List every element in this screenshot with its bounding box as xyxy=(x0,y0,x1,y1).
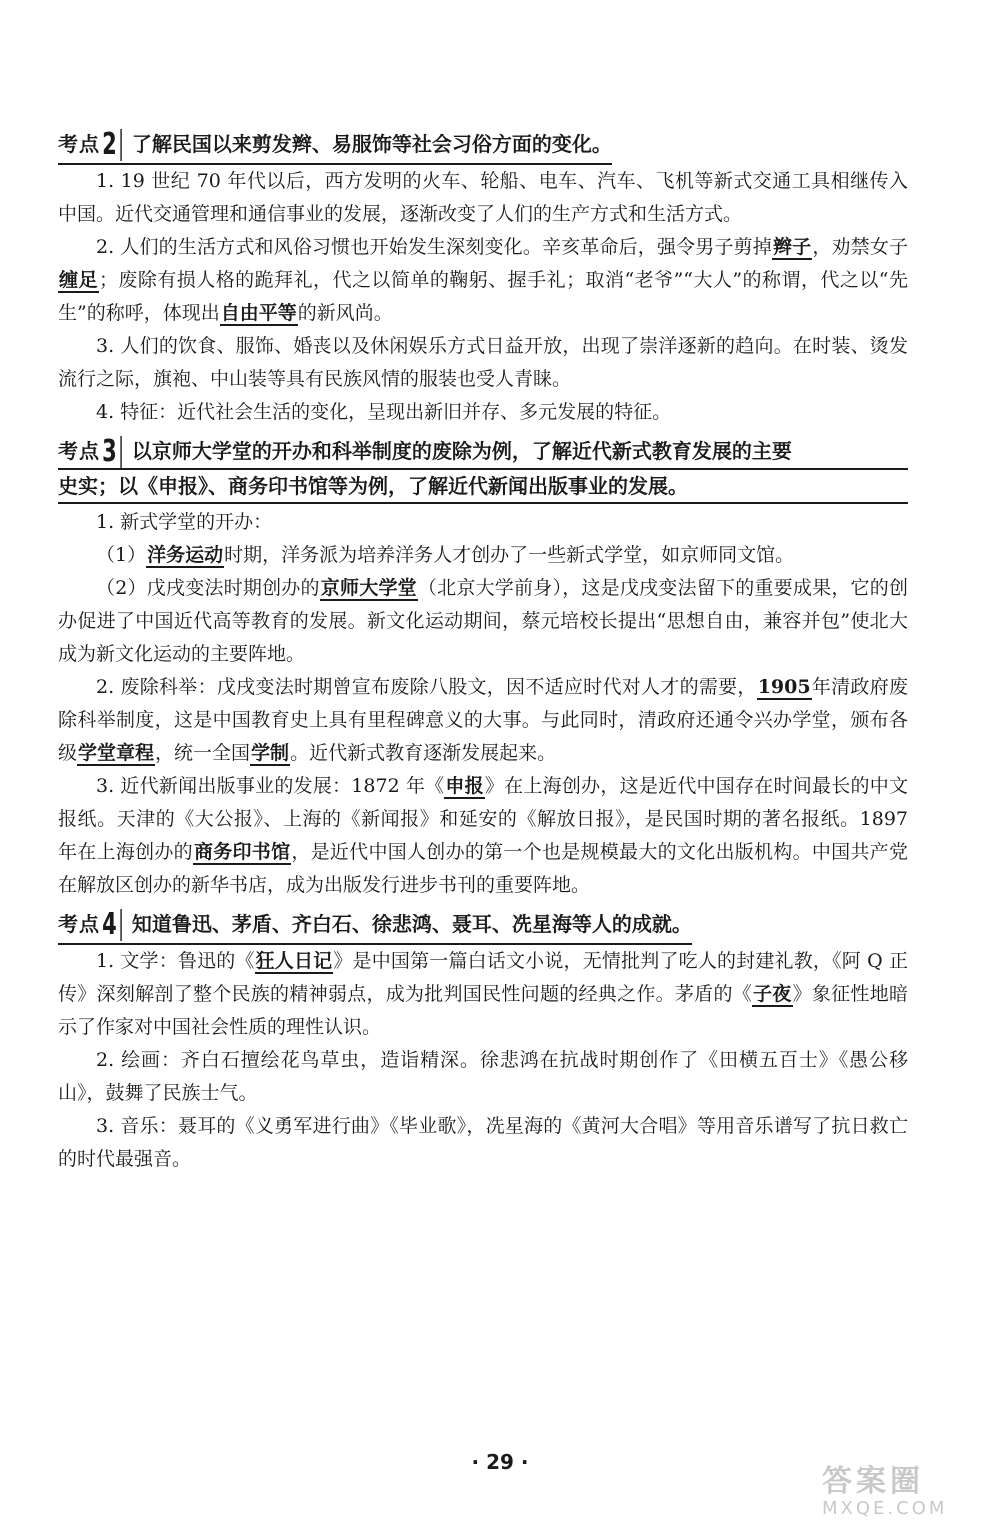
paragraph: （1）洋务运动时期，洋务派为培养洋务人才创办了一些新式学堂，如京师同文馆。 xyxy=(96,544,795,566)
key-term: 申报 xyxy=(445,775,484,797)
key-term: 狂人日记 xyxy=(255,950,333,972)
section-kd3 xyxy=(58,435,908,902)
key-term: 辫子 xyxy=(772,236,812,258)
paragraph: （2）戊戌变法时期创办的京师大学堂（北京大学前身），这是戊戌变法留下的重要成果，它的创办促进了中国近代高等教育的发展。新文化运动期间，蔡元培校长提出“思想自由，兼容并包”使北大成为新文化运动的主要阵地。 xyxy=(58,577,908,665)
key-term: 缠足 xyxy=(59,269,98,291)
paragraph: 3. 近代新闻出版事业的发展：1872 年《申报》在上海创办，这是近代中国存在时间最长的中文报纸。天津的《大公报》、上海的《新闻报》和延安的《解放日报》，是民国时期的著名报纸。1897 年在上海创办的商务印书馆，是近代中国人创办的第一个也是规模最大的文化出版机构。中国共产党在解放区创办的新华书店，成为出版发行进步书刊的重要阵地。 xyxy=(58,775,908,896)
section-title: 了解民国以来剪发辫、易服饰等社会习俗方面的变化。 xyxy=(131,132,612,156)
paragraph: 1. 新式学堂的开办： xyxy=(96,511,273,533)
kaodian-tag: 考点2 xyxy=(58,128,126,161)
section-kd4 xyxy=(58,908,908,1176)
paragraph: 4. 特征：近代社会生活的变化，呈现出新旧并存、多元发展的特征。 xyxy=(96,401,672,423)
paragraph: 3. 音乐：聂耳的《义勇军进行曲》《毕业歌》，冼星海的《黄河大合唱》等用音乐谱写了抗日救亡的时代最强音。 xyxy=(58,1115,908,1170)
section-heading xyxy=(58,128,612,165)
paragraph: 1. 文学：鲁迅的《狂人日记》是中国第一篇白话文小说，无情批判了吃人的封建礼教，《阿 Q 正传》深刻解剖了整个民族的精神弱点，成为批判国民性问题的经典之作。茅盾的《子夜》象征性地暗示了作家对中国社会性质的理性认识。 xyxy=(58,950,908,1038)
key-term: 学堂章程 xyxy=(78,742,155,764)
section-title-line2: 史实；以《申报》、商务印书馆等为例，了解近代新闻出版事业的发展。 xyxy=(58,470,908,504)
section-title-line1: 以京师大学堂的开办和科举制度的废除为例，了解近代新式教育发展的主要 xyxy=(131,439,792,463)
kaodian-tag: 考点3 xyxy=(58,435,126,468)
key-term: 洋务运动 xyxy=(147,544,224,566)
section-heading xyxy=(58,435,908,506)
section-heading xyxy=(58,908,692,945)
key-term: 商务印书馆 xyxy=(193,841,291,863)
paragraph: 2. 废除科举：戊戌变法时期曾宣布废除八股文，因不适应时代对人才的需要，1905年清政府废除科举制度，这是中国教育史上具有里程碑意义的大事。与此同时，清政府还通令兴办学堂，颁布各级学堂章程，统一全国学制。近代新式教育逐渐发展起来。 xyxy=(58,676,908,764)
key-term: 自由平等 xyxy=(220,302,297,324)
key-term: 京师大学堂 xyxy=(320,577,417,599)
watermark-logo: 答案圈 MXQE.COM xyxy=(822,1464,948,1519)
key-term: 子夜 xyxy=(753,983,792,1005)
key-term: 1905 xyxy=(757,676,811,698)
section-title: 知道鲁迅、茅盾、齐白石、徐悲鸿、聂耳、冼星海等人的成就。 xyxy=(131,912,692,936)
section-kd2 xyxy=(58,128,908,429)
paragraph: 2. 绘画：齐白石擅绘花鸟草虫，造诣精深。徐悲鸿在抗战时期创作了《田横五百士》《愚公移山》，鼓舞了民族士气。 xyxy=(58,1049,908,1104)
paragraph: 3. 人们的饮食、服饰、婚丧以及休闲娱乐方式日益开放，出现了崇洋逐新的趋向。在时装、烫发流行之际，旗袍、中山装等具有民族风情的服装也受人青睐。 xyxy=(58,335,908,390)
paragraph: 2. 人们的生活方式和风俗习惯也开始发生深刻变化。辛亥革命后，强令男子剪掉辫子，劝禁女子缠足；废除有损人格的跪拜礼，代之以简单的鞠躬、握手礼；取消“老爷”“大人”的称谓，代之以“先生”的称呼，体现出自由平等的新风尚。 xyxy=(58,236,908,324)
kaodian-tag: 考点4 xyxy=(58,908,126,941)
paragraph: 1. 19 世纪 70 年代以后，西方发明的火车、轮船、电车、汽车、飞机等新式交通工具相继传入中国。近代交通管理和通信事业的发展，逐渐改变了人们的生产方式和生活方式。 xyxy=(58,170,908,225)
key-term: 学制 xyxy=(251,742,290,764)
page-content xyxy=(58,128,908,1182)
page-number: · 29 · xyxy=(471,1450,529,1474)
